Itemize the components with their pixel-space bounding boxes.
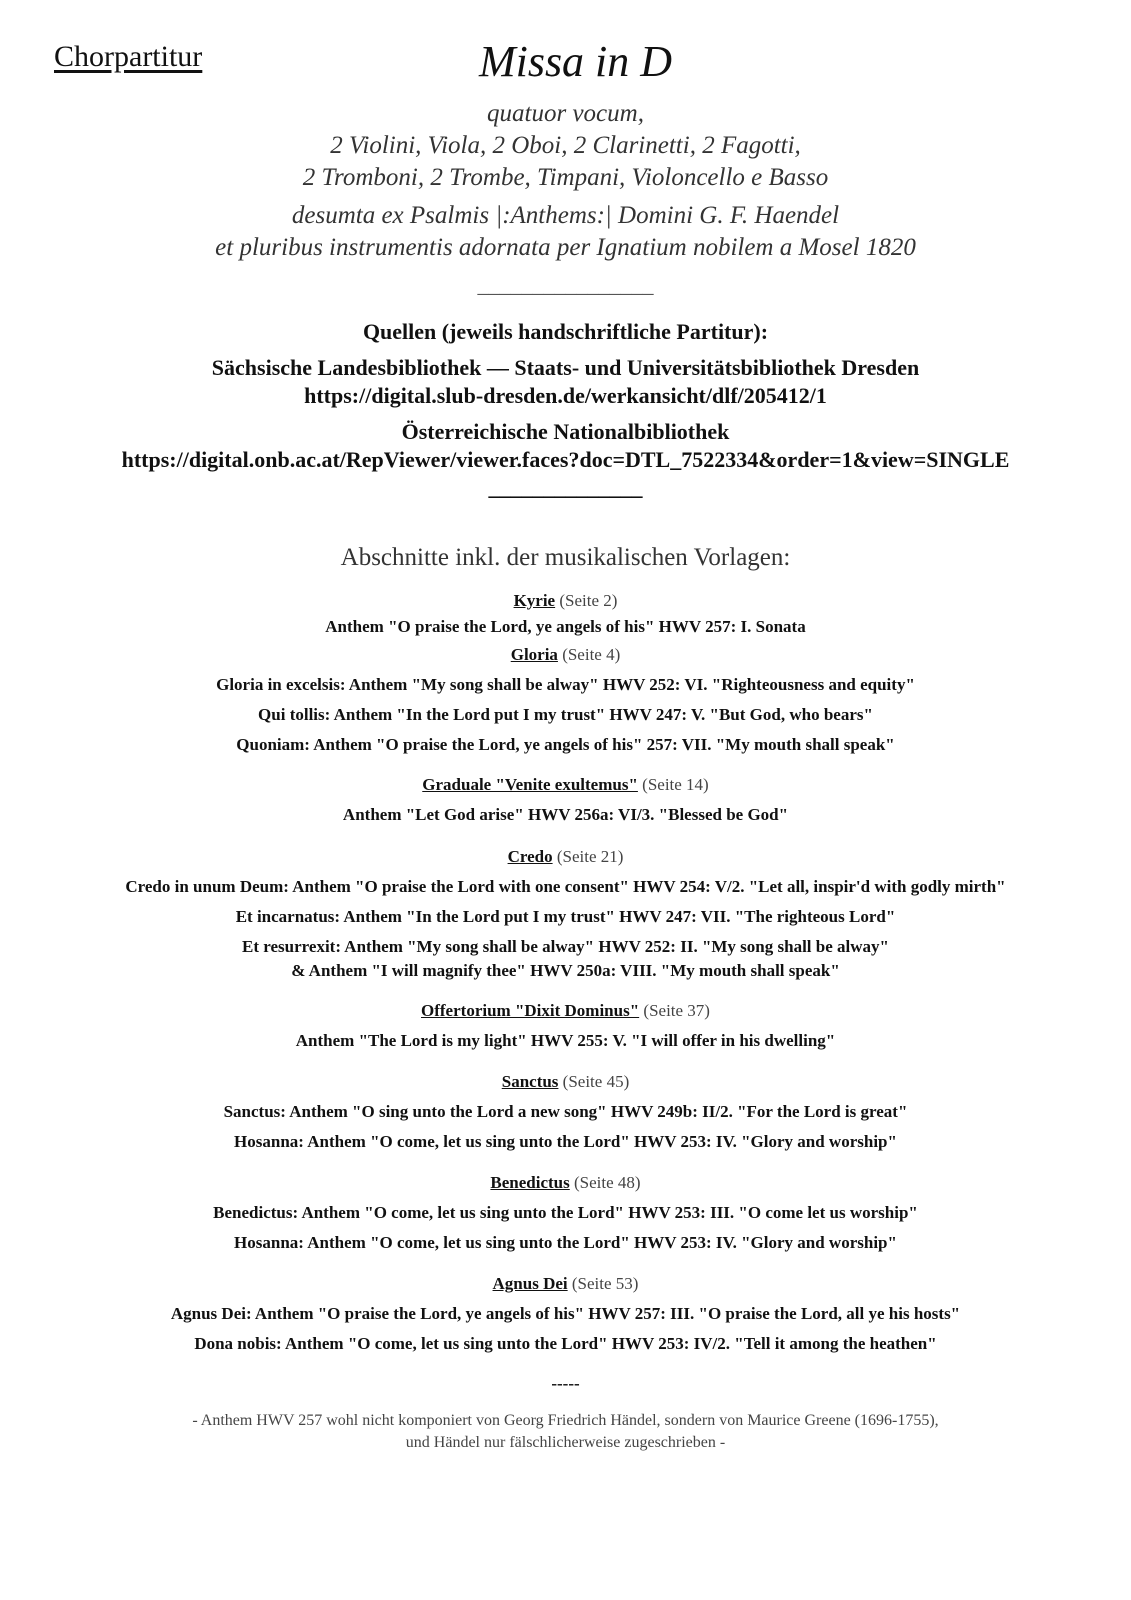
section-line: Credo in unum Deum: Anthem "O praise the Lord with one consent" HWV 254: V/2. "Let all, inspir'd with godly mirth" xyxy=(125,877,1006,896)
scoring-line: 2 Violini, Viola, 2 Oboi, 2 Clarinetti, 2 Fagotti, xyxy=(330,132,801,159)
section-line: Sanctus: Anthem "O sing unto the Lord a new song" HWV 249b: II/2. "For the Lord is great" xyxy=(223,1102,908,1121)
section-page: (Seite 2) xyxy=(559,591,618,610)
section-page: (Seite 21) xyxy=(556,847,624,866)
origin-line: desumta ex Psalmis |:Anthems:| Domini G. F. Haendel xyxy=(291,202,840,229)
separator-line: ________________ xyxy=(477,272,654,297)
section-line: Hosanna: Anthem "O come, let us sing unto the Lord" HWV 253: IV. "Glory and worship" xyxy=(234,1233,897,1252)
section-line: Hosanna: Anthem "O come, let us sing unto the Lord" HWV 253: IV. "Glory and worship" xyxy=(234,1132,897,1151)
section-line: Anthem "Let God arise" HWV 256a: VI/3. "Blessed be God" xyxy=(342,805,789,824)
section-line: Anthem "The Lord is my light" HWV 255: V. "I will offer in his dwelling" xyxy=(295,1031,836,1050)
scoring-line: quatuor vocum, xyxy=(487,100,644,127)
section-line: Et incarnatus: Anthem "In the Lord put I my trust" HWV 247: VII. "The righteous Lord" xyxy=(235,907,896,926)
section-name: Sanctus xyxy=(501,1072,559,1091)
scoring-block xyxy=(0,98,1131,194)
origin-block xyxy=(0,200,1131,264)
section-name: Graduale "Venite exultemus" xyxy=(422,775,638,794)
section-name: Kyrie xyxy=(513,591,556,610)
section-line: Gloria in excelsis: Anthem "My song shall be alway" HWV 252: VI. "Righteousness and equity" xyxy=(216,675,915,694)
section-benedictus xyxy=(0,1172,1131,1254)
section-offertorium xyxy=(0,1000,1131,1052)
source-library-onb: Österreichische Nationalbibliothek xyxy=(401,419,730,444)
footnote xyxy=(0,1410,1131,1454)
page-title: Missa in D xyxy=(478,37,673,86)
section-name: Credo xyxy=(507,847,553,866)
section-name: Offertorium "Dixit Dominus" xyxy=(421,1001,640,1020)
source-library-slub: Sächsische Landesbibliothek — Staats- und Universitätsbibliothek Dresden xyxy=(211,355,920,380)
section-credo xyxy=(0,846,1131,982)
separator-line: ______________ xyxy=(488,475,643,500)
section-line: Benedictus: Anthem "O come, let us sing unto the Lord" HWV 253: III. "O come let us worship" xyxy=(213,1203,918,1222)
separator-dashes: ----- xyxy=(551,1374,580,1393)
section-gloria xyxy=(0,644,1131,756)
sources-heading: Quellen (jeweils handschriftliche Partitur): xyxy=(362,319,769,344)
section-line: Quoniam: Anthem "O praise the Lord, ye angels of his" 257: VII. "My mouth shall speak" xyxy=(236,735,895,754)
section-line: Qui tollis: Anthem "In the Lord put I my trust" HWV 247: V. "But God, who bears" xyxy=(258,705,873,724)
section-kyrie xyxy=(0,590,1131,638)
section-agnus-dei xyxy=(0,1273,1131,1355)
section-page: (Seite 53) xyxy=(571,1274,639,1293)
section-page: (Seite 4) xyxy=(562,645,621,664)
section-graduale xyxy=(0,774,1131,826)
section-name: Agnus Dei xyxy=(492,1274,568,1293)
section-page: (Seite 45) xyxy=(562,1072,630,1091)
section-line: Dona nobis: Anthem "O come, let us sing unto the Lord" HWV 253: IV/2. "Tell it among the heathen" xyxy=(194,1334,937,1353)
sections-heading: Abschnitte inkl. der musikalischen Vorlagen: xyxy=(340,544,791,571)
section-line: & Anthem "I will magnify thee" HWV 250a: VIII. "My mouth shall speak" xyxy=(291,961,840,980)
source-url-onb: https://digital.onb.ac.at/RepViewer/viewer.faces?doc=DTL_7522334&order=1&view=SINGLE xyxy=(121,447,1010,472)
section-name: Benedictus xyxy=(490,1173,570,1192)
section-page: (Seite 48) xyxy=(574,1173,641,1192)
scoring-line: 2 Tromboni, 2 Trombe, Timpani, Violoncello e Basso xyxy=(302,164,829,191)
section-name: Gloria xyxy=(510,645,558,664)
section-page: (Seite 37) xyxy=(643,1001,710,1020)
source-url-slub: https://digital.slub-dresden.de/werkansicht/dlf/205412/1 xyxy=(304,383,827,408)
section-line: Et resurrexit: Anthem "My song shall be alway" HWV 252: II. "My song shall be alway" xyxy=(242,937,889,956)
section-line: Agnus Dei: Anthem "O praise the Lord, ye angels of his" HWV 257: III. "O praise the Lord, all ye his hosts" xyxy=(170,1304,961,1323)
footnote-line: - Anthem HWV 257 wohl nicht komponiert von Georg Friedrich Händel, sondern von Maurice Greene (1696-1755), xyxy=(192,1412,939,1429)
section-page: (Seite 14) xyxy=(642,775,709,794)
section-sanctus xyxy=(0,1071,1131,1153)
corner-label: Chorpartitur xyxy=(54,40,203,73)
footnote-line: und Händel nur fälschlicherweise zugeschrieben - xyxy=(405,1434,726,1451)
section-line: Anthem "O praise the Lord, ye angels of his" HWV 257: I. Sonata xyxy=(325,617,806,636)
origin-line: et pluribus instrumentis adornata per Ignatium nobilem a Mosel 1820 xyxy=(215,234,916,261)
sources-block xyxy=(0,318,1131,474)
